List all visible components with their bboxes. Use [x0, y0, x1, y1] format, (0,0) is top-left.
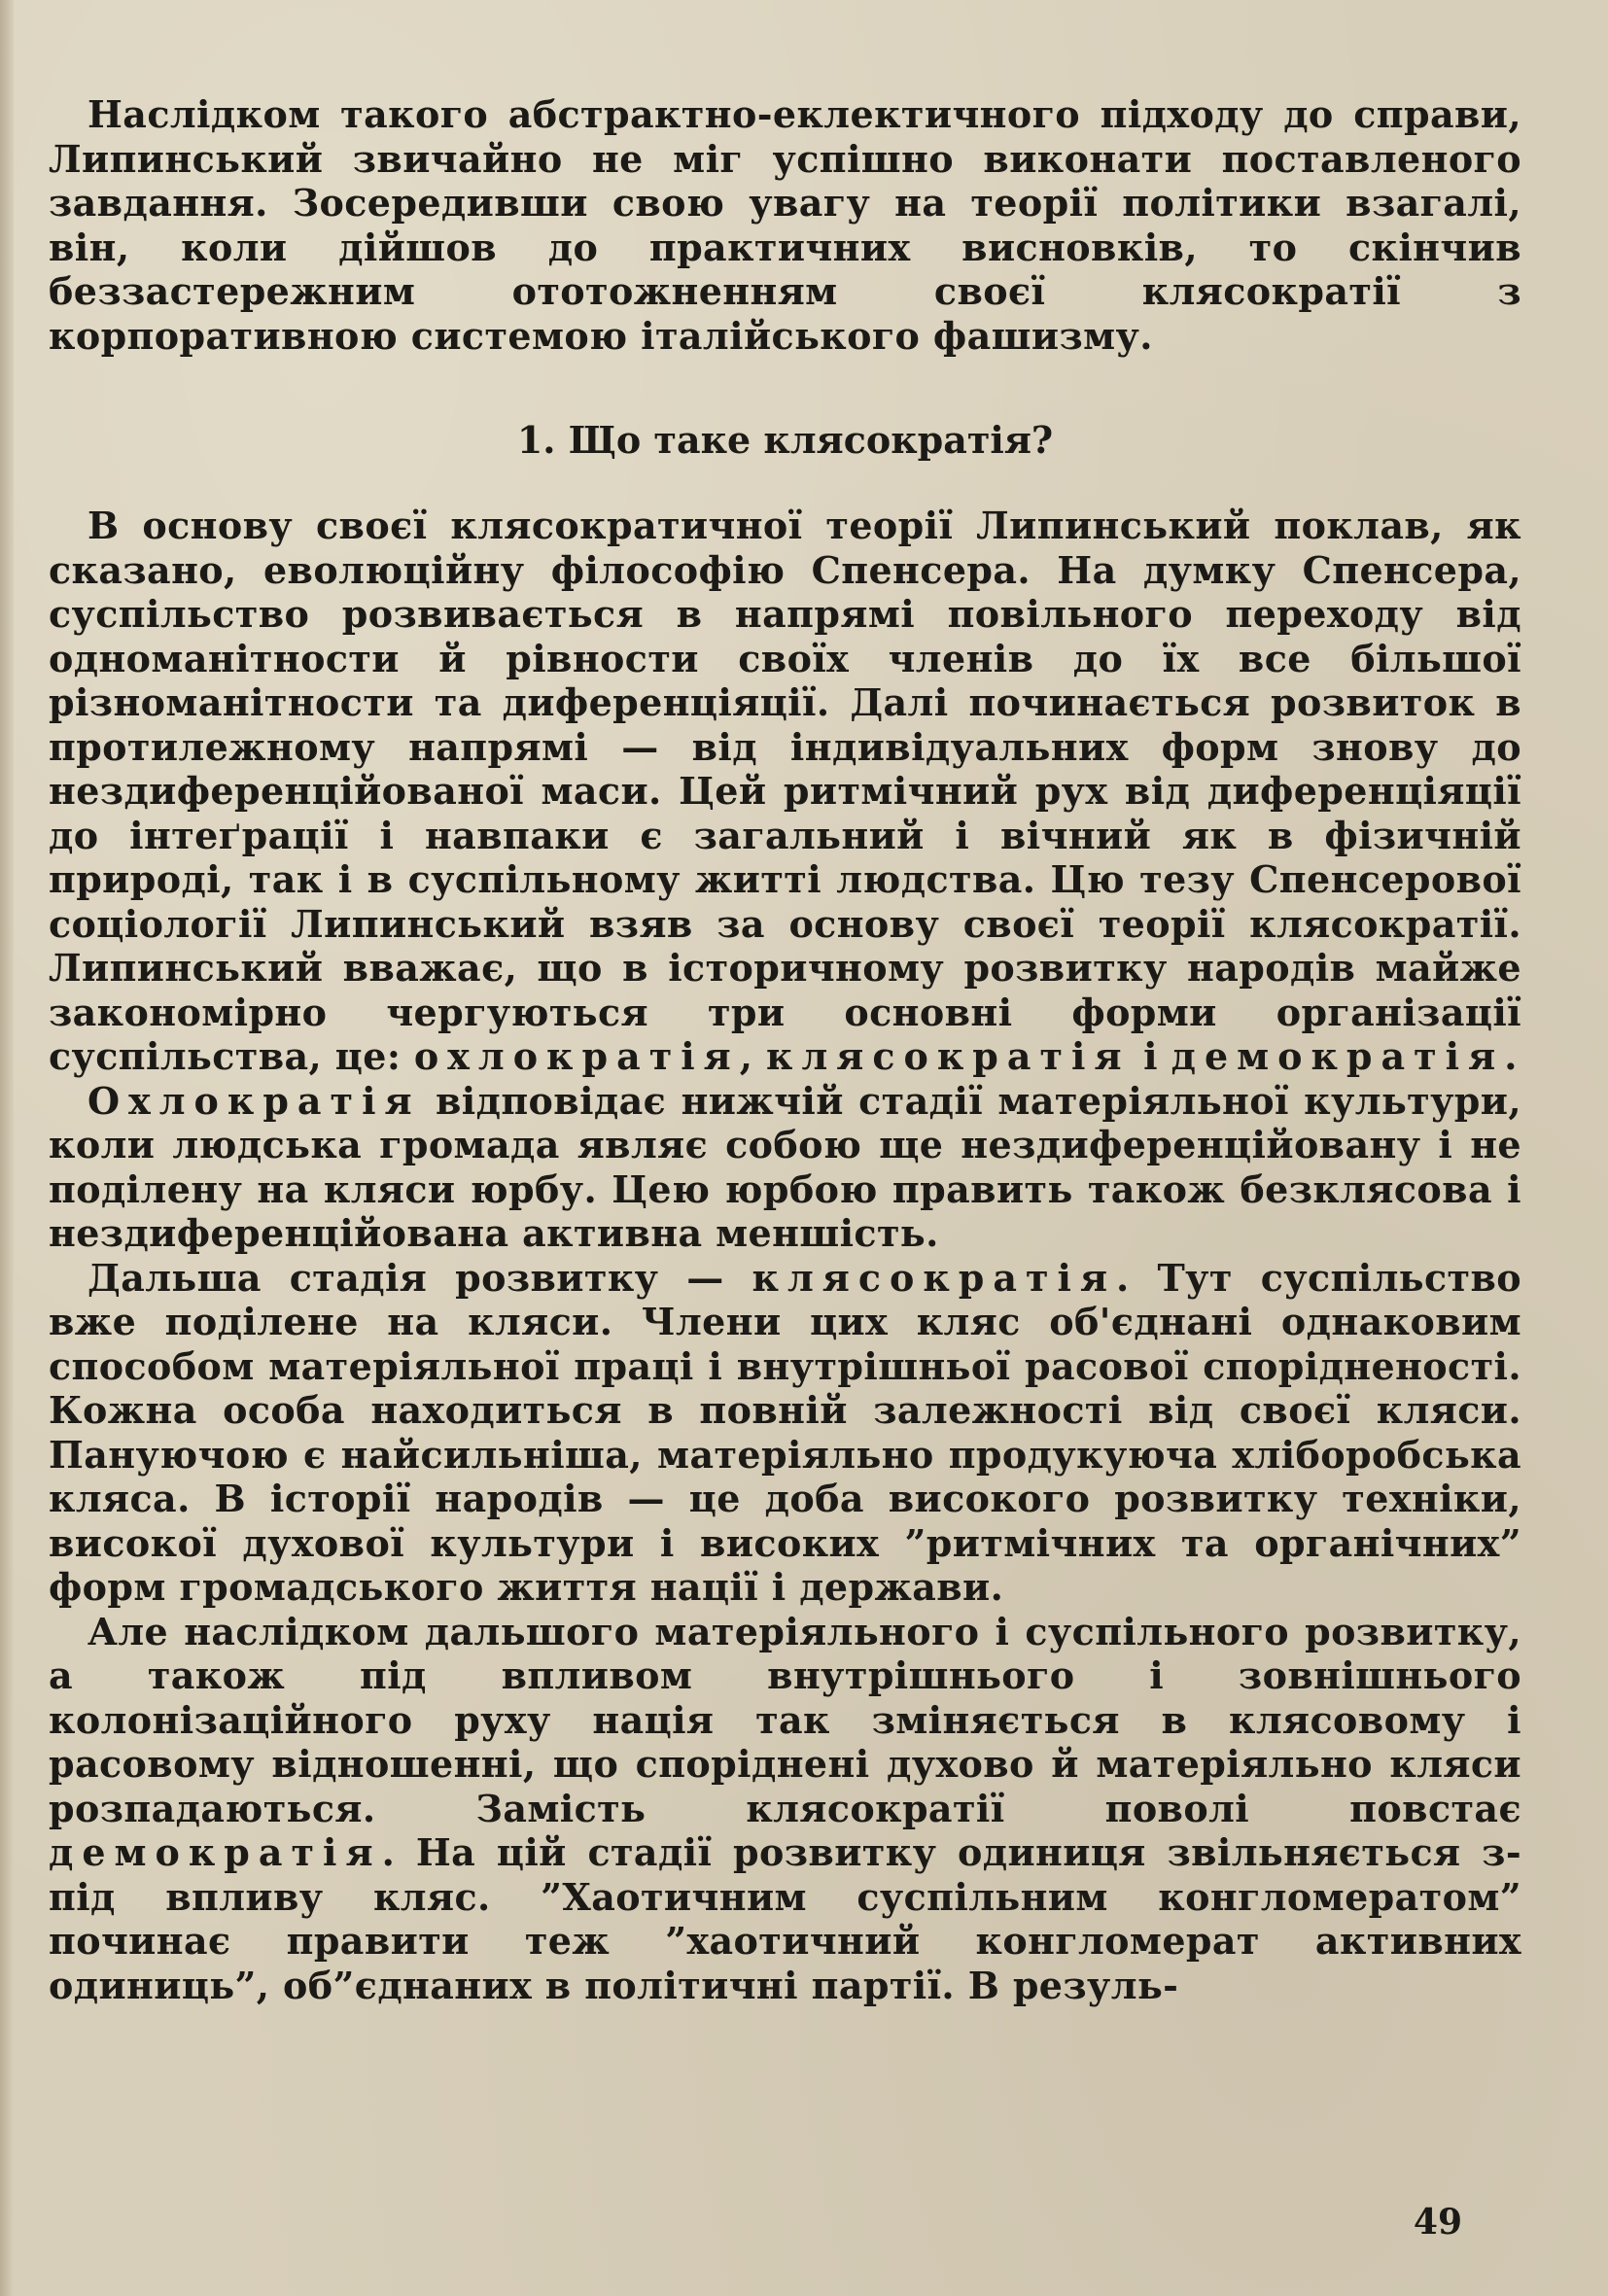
paragraph-ochlocracy [49, 1079, 1521, 1256]
term-classocracy: клясократія [752, 1255, 1117, 1300]
intro-paragraph: Наслідком такого абстрактно-еклектичного підходу до справи, Липинський звичайно не міг успішно виконати поставленого завдання. Зосередивши свою увагу на теорії політики взагалі, він, коли дійшов до практичних висновків, то скінчив беззастережним ототожненням своєї клясократії з корпоративною системою італійського фашизму. [49, 92, 1521, 358]
section-heading: 1. Що таке клясократія? [516, 418, 1054, 462]
paragraph-text: Дальша стадія розвитку — [87, 1255, 752, 1300]
separator: , [739, 1034, 767, 1078]
page-edge [0, 0, 14, 2296]
term-ochlocracy: охлократія [413, 1034, 740, 1078]
page-body [49, 92, 1521, 2007]
paragraph-democracy [49, 1610, 1521, 2008]
paragraph-text: В основу своєї клясократичної теорії Липинський поклав, як сказано, еволюційну філософію Спенсера. На думку Спенсера, суспільство розвивається в напрямі повільного переходу від одноманітности й рівности своїх членів до їх все більшої різноманітности та диференціяції. Далі починається розвиток в протилежному напрямі — від індивідуальних форм знову до нездиференційованої маси. Цей ритмічний рух від диференціяції до інтеґрації і навпаки є загальний і вічний як в фізичній природі, так і в суспільному житті людства. Цю тезу Спенсерової соціології Липинський взяв за основу своєї теорії клясократії. Липинський вважає, що в історичному розвитку народів майже закономірно чергуються три основні форми організації суспільства, це: [49, 504, 1521, 1078]
paragraph-text: . Тут суспільство вже поділене на кляси. Члени цих кляс об'єднані однаковим способом матеріяльної праці і внутрішньої расової спорідненості. Кожна особа находиться в повній залежності від своєї кляси. Пануючою є найсильніша, матеріяльно продукуюча хліборобська кляса. В історії народів — це доба високого розвитку техніки, високої духової культури і високих ”ритмічних та органічних” форм громадського життя нації і держави. [49, 1255, 1521, 1609]
separator: і [1130, 1034, 1171, 1078]
paragraph-spencer-theory [49, 504, 1521, 1079]
term-democracy: демократія [49, 1830, 382, 1874]
paragraph-text: відповідає нижчій стадії матеріяльної культури, коли людська громада являє собою ще нездиференційовану і не поділену на кляси юрбу. Цею юрбою править також безклясова і нездиференційована активна меншість. [49, 1078, 1521, 1255]
page-number: 49 [1413, 2202, 1462, 2243]
term-ochlocracy: Охлократія [87, 1078, 421, 1123]
paragraph-end: . [1504, 1034, 1518, 1078]
paragraph-classocracy [49, 1256, 1521, 1610]
term-classocracy: клясократія [766, 1034, 1131, 1078]
paragraph-text: Але наслідком дальшого матеріяльного і суспільного розвитку, а також під впливом внутрішнього і зовнішнього колонізаційного руху нація так зміняється в клясовому і расовому відношенні, що споріднені духово й матеріяльно кляси розпадаються. Замість клясократії поволі повстає [49, 1609, 1521, 1830]
term-democracy: демократія [1171, 1034, 1505, 1078]
paragraph-text: . На цій стадії розвитку одиниця звільняється з-під впливу кляс. ”Хаотичним суспільним конгломератом” починає правити теж ”хаотичний конгломерат активних одиниць”, об”єднаних в політичні партії. В резуль- [49, 1830, 1521, 2007]
